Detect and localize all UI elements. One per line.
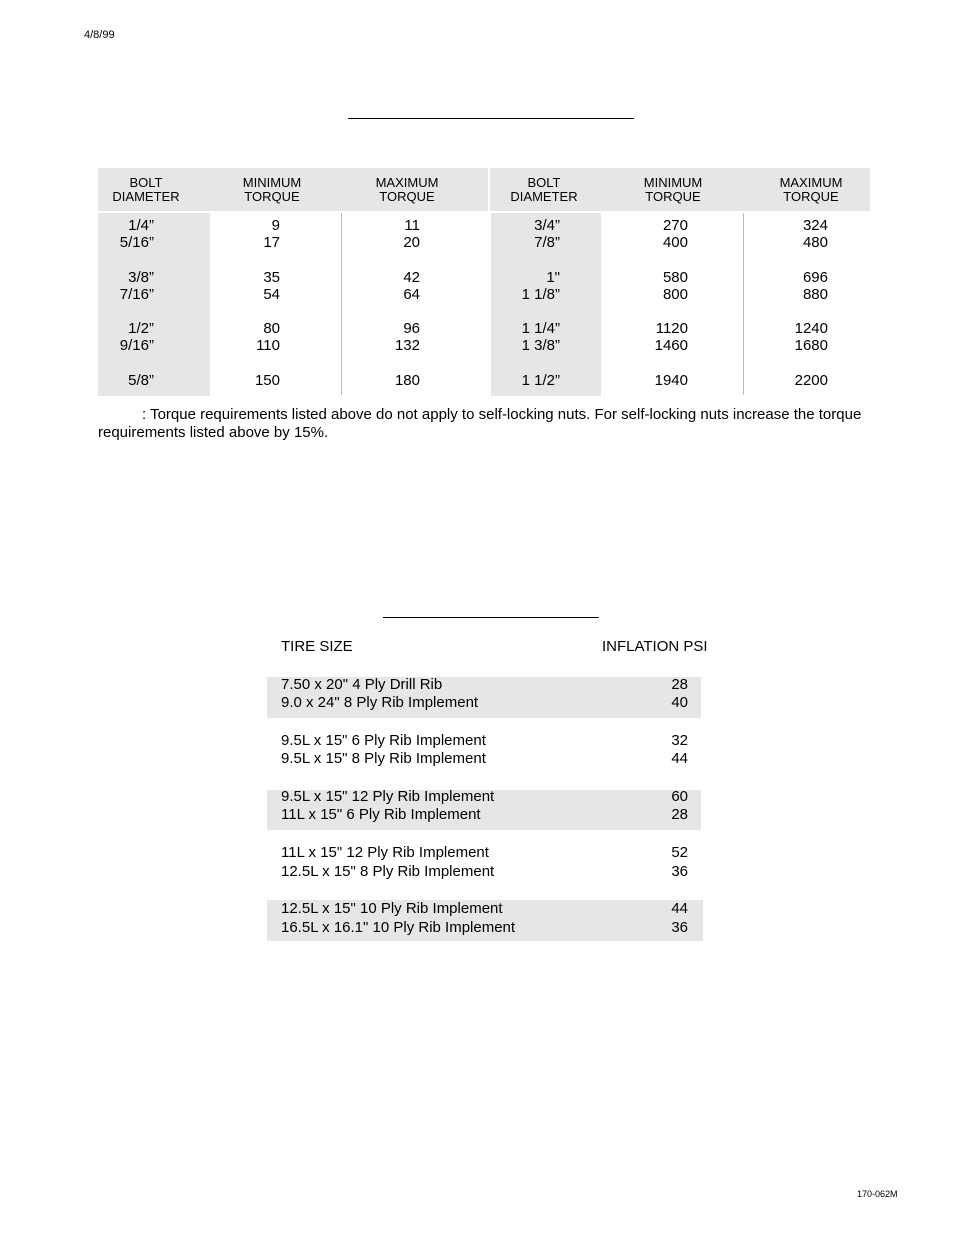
tire-size-cell: 7.50 x 20" 4 Ply Drill Rib	[281, 676, 443, 693]
header-inflation-psi: INFLATION PSI	[602, 638, 708, 655]
tire-psi-cell: 60	[671, 788, 688, 805]
bolt-diameter-cell: 1"	[546, 269, 560, 286]
bolt-diameter-cell: 7/8”	[534, 234, 560, 251]
tire-psi-cell: 52	[671, 844, 688, 861]
tire-size-cell: 9.5L x 15" 12 Ply Rib Implement	[281, 788, 495, 805]
tire-psi-cell: 36	[671, 863, 688, 880]
tire-size-cell: 9.0 x 24" 8 Ply Rib Implement	[281, 694, 479, 711]
min-torque-cell: 80	[263, 320, 280, 337]
tire-psi-cell: 40	[671, 694, 688, 711]
torque-note-line-1: : Torque requirements listed above do not apply to self-locking nuts. For self-locking nuts increase the torque	[142, 406, 862, 423]
min-torque-cell: 9	[271, 217, 280, 234]
tire-psi-cell: 28	[671, 806, 688, 823]
bolt-diameter-cell: 1 3/8”	[521, 337, 560, 354]
max-torque-cell: 11	[404, 217, 420, 234]
max-torque-cell: 1680	[794, 337, 828, 354]
min-torque-cell: 54	[263, 286, 280, 303]
min-torque-cell: 35	[263, 269, 280, 286]
tire-size-cell: 9.5L x 15" 8 Ply Rib Implement	[281, 750, 486, 767]
tire-psi-cell: 36	[671, 919, 688, 936]
torque-note	[98, 406, 888, 442]
tire-size-cell: 12.5L x 15" 8 Ply Rib Implement	[281, 863, 495, 880]
min-torque-cell: 17	[263, 234, 280, 251]
min-torque-cell: 1460	[654, 337, 688, 354]
tire-psi-cell: 44	[671, 900, 688, 917]
tire-psi-cell: 28	[671, 676, 688, 693]
bolt-diameter-cell: 3/4”	[534, 217, 560, 234]
bolt-diameter-cell: 5/16”	[119, 234, 154, 251]
min-torque-cell: 580	[662, 269, 688, 286]
tire-size-cell: 16.5L x 16.1" 10 Ply Rib Implement	[281, 919, 516, 936]
max-torque-cell: 696	[802, 269, 828, 286]
bolt-diameter-cell: 1/4”	[128, 217, 154, 234]
max-torque-cell: 42	[403, 269, 420, 286]
max-torque-cell: 324	[802, 217, 828, 234]
bolt-diameter-cell: 7/16”	[119, 286, 154, 303]
tire-size-cell: 9.5L x 15" 6 Ply Rib Implement	[281, 732, 486, 749]
tire-psi-cell: 44	[671, 750, 688, 767]
header-maximum-torque: MAXIMUM TORQUE	[779, 175, 843, 204]
bolt-diameter-cell: 1 1/8”	[521, 286, 560, 303]
document-number: 170-062M	[857, 1189, 898, 1199]
bolt-diameter-cell: 3/8”	[128, 269, 154, 286]
header-bolt-diameter: BOLT DIAMETER	[510, 175, 578, 204]
min-torque-cell: 1120	[655, 320, 688, 337]
min-torque-cell: 150	[254, 372, 280, 389]
max-torque-cell: 64	[403, 286, 420, 303]
tire-size-cell: 11L x 15" 12 Ply Rib Implement	[281, 844, 489, 861]
max-torque-cell: 20	[403, 234, 420, 251]
bolt-diameter-cell: 5/8”	[128, 372, 154, 389]
tire-size-cell: 11L x 15" 6 Ply Rib Implement	[281, 806, 481, 823]
min-torque-cell: 800	[662, 286, 688, 303]
header-maximum-torque: MAXIMUM TORQUE	[375, 175, 439, 204]
min-torque-cell: 400	[662, 234, 688, 251]
column-divider	[341, 213, 342, 395]
header-bolt-diameter: BOLT DIAMETER	[112, 175, 180, 204]
max-torque-cell: 96	[403, 320, 420, 337]
tire-psi-cell: 32	[671, 732, 688, 749]
max-torque-cell: 2200	[794, 372, 828, 389]
header-minimum-torque: MINIMUM TORQUE	[643, 175, 703, 204]
max-torque-cell: 880	[802, 286, 828, 303]
page-date: 4/8/99	[84, 29, 115, 41]
min-torque-cell: 110	[256, 337, 280, 354]
min-torque-cell: 1940	[654, 372, 688, 389]
max-torque-cell: 480	[802, 234, 828, 251]
bolt-diameter-cell: 1/2”	[128, 320, 154, 337]
torque-note-line-2: requirements listed above by 15%.	[98, 424, 329, 441]
bolt-diameter-cell: 9/16”	[119, 337, 154, 354]
bolt-diameter-cell: 1 1/4”	[521, 320, 560, 337]
bolt-diameter-cell: 1 1/2”	[521, 372, 560, 389]
tire-title-underline	[383, 617, 599, 618]
max-torque-cell: 1240	[794, 320, 828, 337]
max-torque-cell: 180	[394, 372, 420, 389]
max-torque-cell: 132	[394, 337, 420, 354]
tire-size-cell: 12.5L x 15" 10 Ply Rib Implement	[281, 900, 503, 917]
column-divider	[743, 213, 744, 395]
torque-title-underline	[348, 118, 634, 119]
min-torque-cell: 270	[662, 217, 688, 234]
header-tire-size: TIRE SIZE	[281, 638, 353, 655]
header-minimum-torque: MINIMUM TORQUE	[242, 175, 302, 204]
